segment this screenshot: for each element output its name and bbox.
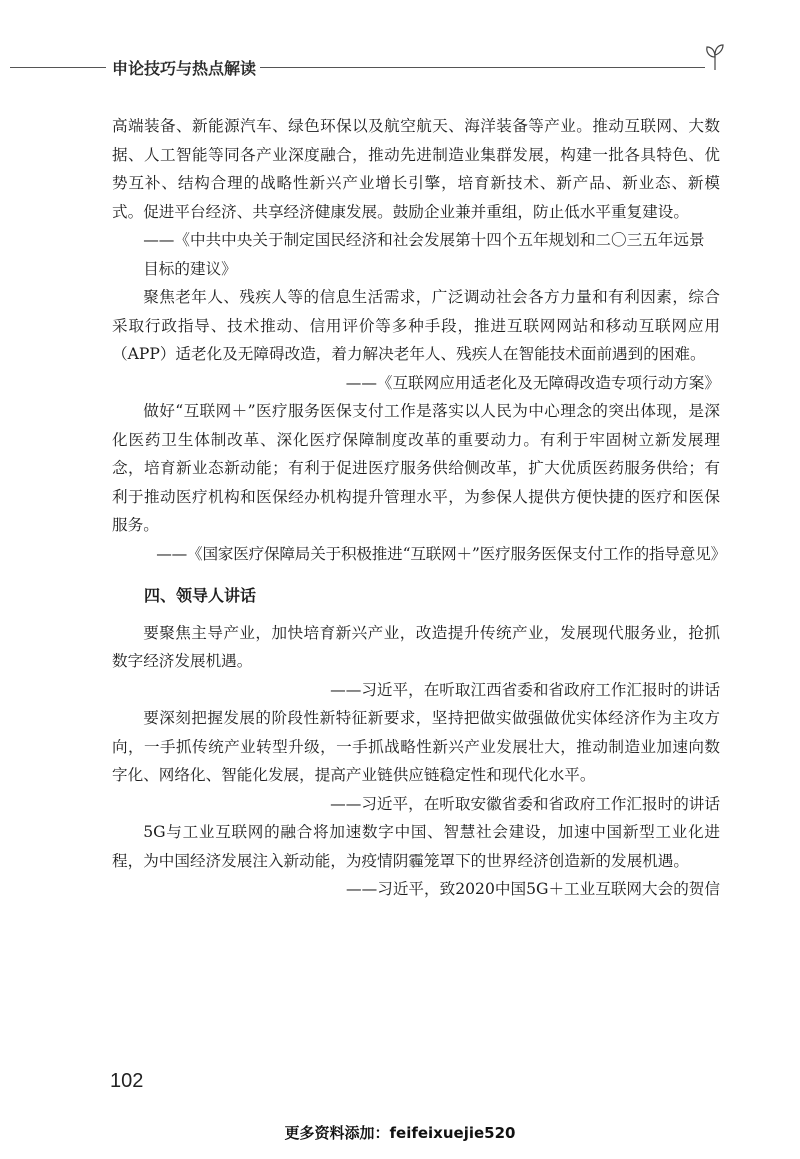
page-number: 102 [110, 1070, 144, 1092]
paragraph: 高端装备、新能源汽车、绿色环保以及航空航天、海洋装备等产业。推动互联网、大数据、人工智能等同各产业深度融合，推动先进制造业集群发展，构建一批各具特色、优势互补、结构合理的战略性新兴产业增长引擎，培育新技术、新产品、新业态、新模式。促进平台经济、共享经济健康发展。鼓励企业兼并重组，防止低水平重复建设。 [112, 117, 720, 221]
paragraph: 5G与工业互联网的融合将加速数字中国、智慧社会建设，加速中国新型工业化进程，为中国经济发展注入新动能，为疫情阴霾笼罩下的世界经济创造新的发展机遇。 [112, 823, 720, 870]
running-title: 申论技巧与热点解读 [112, 59, 257, 78]
paragraph: 要聚焦主导产业，加快培育新兴产业，改造提升传统产业，发展现代服务业，抢抓数字经济发展机遇。 [112, 623, 720, 670]
footer-note: 更多资料添加：feifeixuejie520 [284, 1124, 516, 1142]
header-rule-left [10, 67, 106, 68]
header-rule-right [260, 67, 705, 68]
sprout-icon [703, 42, 727, 72]
citation: ——习近平，在听取安徽省委和省政府工作汇报时的讲话 [330, 794, 720, 813]
citation: ——《国家医疗保障局关于积极推进“互联网＋”医疗服务医保支付工作的指导意见》 [156, 544, 726, 563]
paragraph: 做好“互联网＋”医疗服务医保支付工作是落实以人民为中心理念的突出体现，是深化医药卫生体制改革、深化医疗保障制度改革的重要动力。有利于牢固树立新发展理念，培育新业态新动能；有利于促进医疗服务供给侧改革，扩大优质医药服务供给；有利于推动医疗机构和医保经办机构提升管理水平，为参保人提供方便快捷的医疗和医保服务。 [112, 402, 720, 534]
citation: ——习近平，致2020中国5G＋工业互联网大会的贺信 [346, 880, 720, 898]
paragraph: 要深刻把握发展的阶段性新特征新要求，坚持把做实做强做优实体经济作为主攻方向，一手抓传统产业转型升级，一手抓战略性新兴产业发展壮大，推动制造业加速向数字化、网络化、智能化发展，提高产业链供应链稳定性和现代化水平。 [112, 709, 720, 784]
paragraph: 聚焦老年人、残疾人等的信息生活需求，广泛调动社会各方力量和有利因素，综合采取行政指导、技术推动、信用评价等多种手段，推进互联网网站和移动互联网应用（APP）适老化及无障碍改造，着力解决老年人、残疾人在智能技术面前遇到的困难。 [112, 288, 720, 363]
citation: ——《中共中央关于制定国民经济和社会发展第十四个五年规划和二〇三五年远景目标的建议》 [143, 231, 705, 278]
citation: ——习近平，在听取江西省委和省政府工作汇报时的讲话 [330, 680, 720, 699]
section-heading: 四、领导人讲话 [144, 586, 257, 605]
citation: ——《互联网应用适老化及无障碍改造专项行动方案》 [345, 373, 720, 392]
page-header [0, 52, 800, 82]
main-content [112, 112, 726, 904]
